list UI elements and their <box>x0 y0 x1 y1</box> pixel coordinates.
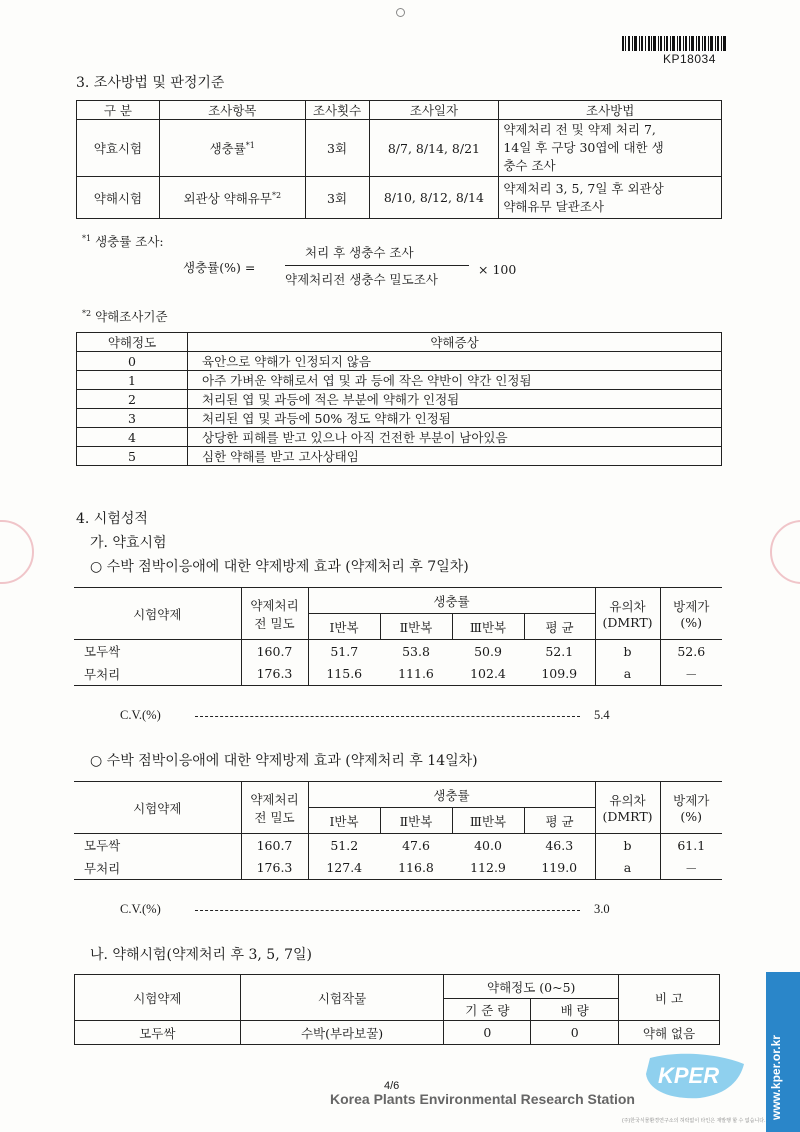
symptom-cell: 아주 가벼운 약해로서 엽 및 과 등에 작은 약반이 약간 인정됨 <box>188 371 722 390</box>
table-row <box>77 352 722 371</box>
footnote-mark: *2 <box>82 308 92 318</box>
method-line: 약제처리 전 및 약제 처리 7, <box>503 122 656 137</box>
table-header-row <box>74 782 722 808</box>
header-cell: 조사횟수 <box>305 101 369 120</box>
seal-stamp-left <box>0 520 34 584</box>
table-header-row <box>77 101 722 120</box>
header-rep1: Ⅰ반복 <box>308 808 380 834</box>
header-line: 방제가 <box>673 793 710 808</box>
table-row <box>77 409 722 428</box>
formula-lhs: 생충률(%) = <box>183 260 256 275</box>
pesticide-name: 무처리 <box>74 857 241 880</box>
cv-label: C.V.(%) <box>120 708 161 722</box>
symptom-cell: 처리된 엽 및 과등에 50% 정도 약해가 인정됨 <box>188 409 722 428</box>
kper-logo-icon <box>640 1050 750 1104</box>
significance-cell: a <box>595 857 660 880</box>
header-control-value <box>660 782 722 834</box>
standard-dose-cell: 0 <box>444 1021 531 1045</box>
rep1-cell: 51.7 <box>330 643 359 659</box>
table-row <box>75 1021 720 1045</box>
rep2-cell: 53.8 <box>402 643 430 659</box>
efficacy-subtitle: 가. 약효시험 <box>90 535 167 551</box>
footnote-mark: *2 <box>271 190 282 200</box>
phytotoxicity-criteria-table <box>76 332 722 466</box>
density-cell: 160.7 <box>241 834 308 857</box>
header-line: 방제가 <box>673 599 710 614</box>
header-line: 전 밀도 <box>254 809 295 825</box>
formula-denominator: 약제처리전 생충수 밀도조사 <box>285 272 438 287</box>
efficacy-table-14day <box>74 781 722 880</box>
level-cell: 4 <box>77 428 188 447</box>
method-line: 약해유무 달관조사 <box>503 198 604 214</box>
footnote-mark: *1 <box>82 233 92 243</box>
table-row <box>74 663 722 686</box>
method-line: 약제처리 3, 5, 7일 후 외관상 <box>503 180 664 196</box>
level-cell: 1 <box>77 371 188 390</box>
header-cell: 약해정도 <box>77 333 188 352</box>
level-cell: 5 <box>77 447 188 466</box>
copyright-note: (주)한국식물환경연구소의 허락없이 타인은 재발행 할 수 없습니다. <box>622 1118 766 1124</box>
header-control-value <box>660 588 722 640</box>
header-double-dose: 배 량 <box>531 999 619 1021</box>
survey-count-cell: 3회 <box>305 177 369 219</box>
page-number: 4/6 <box>384 1080 400 1092</box>
header-line: 유의차 <box>609 793 646 808</box>
header-cell: 조사항목 <box>159 101 305 120</box>
survey-item-text: 외관상 약해유무 <box>183 190 272 206</box>
note1-title: 생충률 조사: <box>95 234 164 249</box>
density-cell: 160.7 <box>241 640 308 663</box>
significance-cell: b <box>595 640 660 663</box>
symptom-cell: 육안으로 약해가 인정되지 않음 <box>188 352 722 371</box>
crop-cell: 수박(부라보꿀) <box>240 1021 444 1045</box>
control-value-cell: － <box>660 663 722 686</box>
header-cell: 조사방법 <box>499 101 722 120</box>
table-header-row <box>74 588 722 614</box>
table-row <box>77 447 722 466</box>
average-cell: 119.0 <box>524 857 595 880</box>
density-cell: 176.3 <box>241 857 308 880</box>
header-line: 약제처리 <box>250 597 299 613</box>
website-url[interactable]: www.kper.or.kr <box>769 1035 783 1120</box>
header-average: 평 균 <box>524 614 595 640</box>
section4-title: 4. 시험성적 <box>76 511 148 527</box>
header-crop: 시험작물 <box>240 975 444 1021</box>
header-survival-rate: 생충률 <box>308 782 595 808</box>
double-dose-cell: 0 <box>531 1021 619 1045</box>
header-line: (%) <box>680 615 703 630</box>
table-row <box>74 857 722 880</box>
fraction-bar <box>285 265 469 266</box>
table-row <box>77 120 722 177</box>
rep2-cell: 111.6 <box>380 663 452 686</box>
header-average: 평 균 <box>524 808 595 834</box>
rep2-cell: 47.6 <box>402 837 430 853</box>
rep1-cell: 127.4 <box>308 857 380 880</box>
level-cell: 3 <box>77 409 188 428</box>
average-cell: 109.9 <box>524 663 595 686</box>
cv-leader-line <box>195 716 580 717</box>
kper-logo-text: KPER <box>658 1063 720 1088</box>
efficacy-table-7day <box>74 587 722 686</box>
rep2-cell: 116.8 <box>380 857 452 880</box>
significance-cell: a <box>595 663 660 686</box>
average-cell: 52.1 <box>524 640 595 663</box>
footnote-mark: *1 <box>245 140 255 150</box>
test-type-cell: 약해시험 <box>77 177 160 219</box>
header-cell: 조사일자 <box>369 101 499 120</box>
method-line: 14일 후 구당 30엽에 대한 생 <box>503 140 664 155</box>
header-rep2: Ⅱ반복 <box>380 808 452 834</box>
table-row <box>77 371 722 390</box>
header-rep2: Ⅱ반복 <box>380 614 452 640</box>
header-pesticide: 시험약제 <box>75 975 241 1021</box>
header-line: (DMRT) <box>602 615 653 630</box>
barcode-icon <box>622 36 726 51</box>
table-header-row <box>77 333 722 352</box>
header-significance <box>595 588 660 640</box>
seal-stamp-right <box>770 520 800 584</box>
note2-title: 약해조사기준 <box>95 309 168 324</box>
header-density <box>241 782 308 834</box>
significance-cell: b <box>595 834 660 857</box>
table-row <box>77 428 722 447</box>
survey-dates-cell: 8/7, 8/14, 8/21 <box>369 120 499 177</box>
cv-leader-line <box>195 910 580 911</box>
survey-method-table <box>76 100 722 219</box>
rep1-cell: 51.2 <box>330 837 359 853</box>
survey-item-cell <box>159 120 305 177</box>
phytotoxicity-result-table <box>74 974 720 1045</box>
header-line: (%) <box>680 809 703 824</box>
control-value-cell: 52.6 <box>677 643 706 659</box>
survey-count-cell: 3회 <box>305 120 369 177</box>
survey-item-cell <box>159 177 305 219</box>
header-degree: 약해정도 (0~5) <box>444 975 619 999</box>
symptom-cell: 처리된 엽 및 과등에 적은 부분에 약해가 인정됨 <box>188 390 722 409</box>
method-line: 충수 조사 <box>503 158 556 173</box>
header-pesticide: 시험약제 <box>74 782 241 834</box>
survey-method-cell <box>499 177 722 219</box>
level-cell: 0 <box>77 352 188 371</box>
header-cell: 약해증상 <box>188 333 722 352</box>
formula-numerator: 처리 후 생충수 조사 <box>305 245 414 260</box>
table14-caption: ○ 수박 점박이응애에 대한 약제방제 효과 (약제처리 후 14일차) <box>90 753 478 769</box>
rep3-cell: 40.0 <box>474 837 502 853</box>
survey-item-text: 생충률 <box>209 141 246 156</box>
rep3-cell: 50.9 <box>474 643 502 659</box>
header-line: 약제처리 <box>250 791 299 807</box>
cv-label: C.V.(%) <box>120 902 161 916</box>
header-cell: 구 분 <box>77 101 160 120</box>
header-line: 유의차 <box>609 599 646 614</box>
average-cell: 46.3 <box>524 834 595 857</box>
station-name: Korea Plants Environmental Research Station <box>330 1091 635 1107</box>
test-type-cell: 약효시험 <box>77 120 160 177</box>
header-standard-dose: 기 준 량 <box>444 999 531 1021</box>
rep3-cell: 102.4 <box>452 663 524 686</box>
header-significance <box>595 782 660 834</box>
level-cell: 2 <box>77 390 188 409</box>
header-rep1: Ⅰ반복 <box>308 614 380 640</box>
header-line: 전 밀도 <box>254 615 295 631</box>
formula-multiplier: × 100 <box>478 262 517 277</box>
survey-method-cell <box>499 120 722 177</box>
table7-caption: ○ 수박 점박이응애에 대한 약제방제 효과 (약제처리 후 7일차) <box>90 559 469 575</box>
header-density <box>241 588 308 640</box>
symptom-cell: 상당한 피해를 받고 있으나 아직 건전한 부분이 남아있음 <box>188 428 722 447</box>
header-rep3: Ⅲ반복 <box>452 614 524 640</box>
control-value-cell: 61.1 <box>677 837 706 853</box>
table-row <box>74 640 722 663</box>
rep3-cell: 112.9 <box>452 857 524 880</box>
note2-heading <box>82 307 168 325</box>
section3-title: 3. 조사방법 및 판정기준 <box>76 75 225 91</box>
table-header-row <box>75 975 720 999</box>
pesticide-name: 무처리 <box>74 663 241 686</box>
control-value-cell: － <box>660 857 722 880</box>
pesticide-name: 모두싹 <box>74 834 241 857</box>
rep1-cell: 115.6 <box>308 663 380 686</box>
header-survival-rate: 생충률 <box>308 588 595 614</box>
table-row <box>74 834 722 857</box>
cv-value: 5.4 <box>594 708 610 722</box>
header-rep3: Ⅲ반복 <box>452 808 524 834</box>
header-pesticide: 시험약제 <box>74 588 241 640</box>
report-id: KP18034 <box>663 52 716 66</box>
pesticide-name: 모두싹 <box>74 640 241 663</box>
density-cell: 176.3 <box>241 663 308 686</box>
survey-dates-cell: 8/10, 8/12, 8/14 <box>369 177 499 219</box>
punch-hole-mark <box>396 8 405 17</box>
table-row <box>77 177 722 219</box>
remark-cell: 약해 없음 <box>642 1025 696 1041</box>
note1-heading <box>82 232 164 250</box>
pesticide-name: 모두싹 <box>75 1021 241 1045</box>
header-remark: 비 고 <box>619 975 720 1021</box>
symptom-cell: 심한 약해를 받고 고사상태임 <box>188 447 722 466</box>
phytotoxicity-subtitle: 나. 약해시험(약제처리 후 3, 5, 7일) <box>90 947 313 963</box>
header-line: (DMRT) <box>602 809 653 824</box>
cv-value: 3.0 <box>594 902 610 916</box>
table-row <box>77 390 722 409</box>
